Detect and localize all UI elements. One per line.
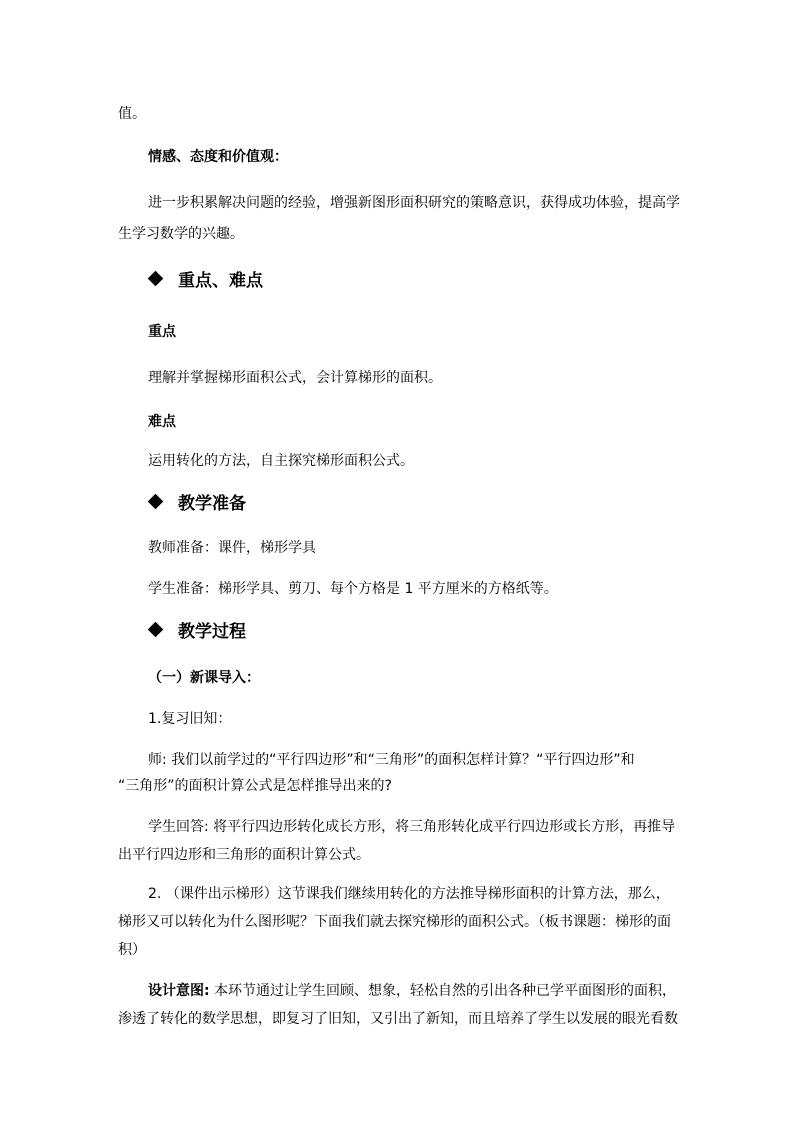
design-intent-label: 设计意图:	[148, 983, 210, 999]
section-title: 教学准备	[178, 494, 246, 514]
teacher-question-line-2: “三角形”的面积计算公式是怎样推导出来的?	[118, 778, 392, 794]
section-title: 重点、难点	[178, 271, 263, 291]
item-2-line-3: 积）	[118, 942, 146, 958]
student-answer-line-1: 学生回答: 将平行四边形转化成长方形，将三角形转化成平行四边形或长方形，再推导	[148, 819, 676, 835]
emotion-heading: 情感、态度和价值观：	[148, 149, 288, 165]
diamond-icon	[148, 622, 164, 638]
diamond-icon	[148, 271, 164, 287]
item-2-line-1: 2. （课件出示梯形）这节课我们继续用转化的方法推导梯形面积的计算方法，那么，	[148, 886, 670, 902]
paragraph-continuation: 值。	[118, 106, 146, 122]
key-point-text: 理解并掌握梯形面积公式，会计算梯形的面积。	[148, 370, 442, 386]
design-intent-line-1	[148, 981, 676, 1001]
review-label: 1.复习旧知：	[148, 711, 232, 727]
diamond-icon	[148, 494, 164, 510]
emotion-text-line-1: 进一步积累解决问题的经验，增强新图形面积研究的策略意识，获得成功体验，提高学	[148, 195, 680, 211]
student-answer-line-2: 出平行四边形和三角形的面积计算公式。	[118, 847, 370, 863]
subsection-intro: （一）新课导入：	[148, 670, 260, 686]
design-intent-text: 本环节通过让学生回顾、想象，轻松自然的引出各种已学平面图形的面积，	[209, 983, 677, 999]
item-2-line-2: 梯形又可以转化为什么图形呢？下面我们就去探究梯形的面积公式。（板书课题：梯形的面	[118, 914, 671, 930]
key-point-label: 重点	[148, 324, 176, 340]
difficulty-label: 难点	[148, 414, 176, 430]
section-heading-key-points	[148, 269, 263, 293]
section-heading-preparation	[148, 492, 246, 516]
section-title: 教学过程	[178, 622, 246, 642]
design-intent-line-2: 渗透了转化的数学思想，即复习了旧知，又引出了新知，而且培养了学生以发展的眼光看数	[118, 1011, 678, 1027]
teacher-preparation: 教师准备：课件，梯形学具	[148, 540, 316, 556]
student-preparation: 学生准备：梯形学具、剪刀、每个方格是 1 平方厘米的方格纸等。	[148, 581, 558, 597]
difficulty-text: 运用转化的方法，自主探究梯形面积公式。	[148, 453, 414, 469]
emotion-text-line-2: 生学习数学的兴趣。	[118, 226, 244, 242]
section-heading-process	[148, 620, 246, 644]
teacher-question-line-1: 师: 我们以前学过的“平行四边形”和“三角形”的面积怎样计算？“平行四边形”和	[148, 752, 635, 768]
